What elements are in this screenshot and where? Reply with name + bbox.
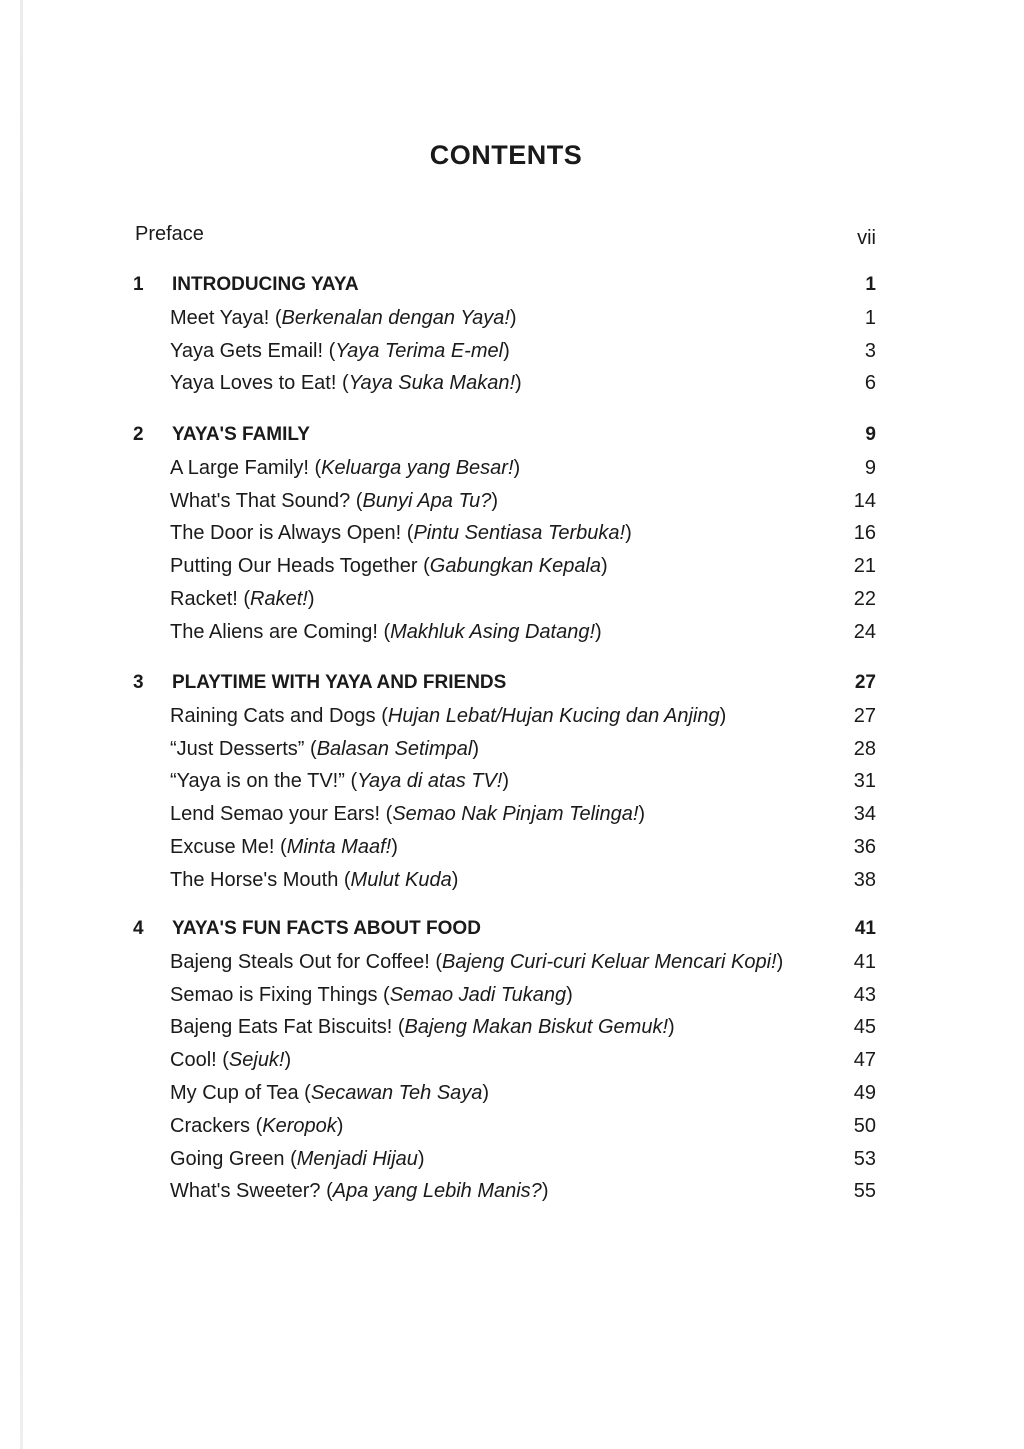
chapter-number: 1 [133,274,144,295]
toc-entry-title: What's Sweeter? ( [170,1180,333,1203]
toc-entry-malay-title: Mulut Kuda [350,868,452,891]
toc-entry-page-number: 3 [864,339,876,362]
toc-entry-close-paren: ) [638,803,646,826]
toc-entry-close-paren: ) [491,489,499,512]
chapter-page-number: 9 [865,424,876,445]
toc-entry-malay-title: Apa yang Lebih Manis? [332,1180,542,1203]
toc-entry[interactable] [170,486,498,516]
chapter-title[interactable]: YAYA'S FAMILY [172,424,310,445]
toc-entry-page-number: 49 [853,1082,876,1104]
toc-entry-malay-title: Yaya Terima E-mel [335,339,504,362]
toc-entry-page-number: 31 [853,770,876,793]
toc-entry[interactable] [170,1012,675,1042]
toc-entry-title: Meet Yaya! ( [170,306,282,329]
toc-entry-close-paren: ) [541,1180,549,1203]
toc-entry-close-paren: ) [417,1147,425,1170]
toc-entry-malay-title: Semao Nak Pinjam Telinga! [392,803,639,826]
chapter-title[interactable]: PLAYTIME WITH YAYA AND FRIENDS [172,672,507,693]
toc-entry-title: Raining Cats and Dogs ( [170,704,388,727]
toc-entry-title: My Cup of Tea ( [170,1082,311,1104]
toc-entry-malay-title: Balasan Setimpal [316,737,473,760]
toc-entry-title: “Yaya is on the TV!” ( [170,770,358,793]
toc-entry-malay-title: Keluarga yang Besar! [321,456,514,479]
toc-entry-title: Bajeng Steals Out for Coffee! ( [170,950,443,973]
toc-entry-page-number: 21 [853,555,876,578]
chapter-title[interactable]: YAYA'S FUN FACTS ABOUT FOOD [172,918,481,939]
page-spine-shadow [20,0,23,1449]
toc-entry-close-paren: ) [509,306,517,329]
toc-entry[interactable] [170,701,726,731]
chapter-page-number: 27 [854,672,876,693]
toc-entry-malay-title: Raket! [250,588,308,610]
toc-entry-title: A Large Family! ( [170,456,322,479]
toc-entry[interactable] [170,832,398,862]
toc-entry-close-paren: ) [601,555,608,578]
toc-entry[interactable] [170,584,315,614]
toc-entry-malay-title: Secawan Teh Saya [310,1082,483,1104]
toc-entry-title: Yaya Loves to Eat! ( [170,372,349,395]
toc-entry-page-number: 36 [853,836,876,858]
toc-entry-page-number: 38 [853,868,876,891]
toc-entry-close-paren: ) [284,1049,292,1072]
toc-entry-malay-title: Menjadi Hijau [296,1147,418,1170]
toc-entry-title: The Door is Always Open! ( [170,522,414,545]
toc-entry[interactable] [170,947,783,977]
toc-entry-page-number: 9 [864,456,876,479]
toc-entry-malay-title: Minta Maaf! [286,836,392,858]
toc-entry-title: The Aliens are Coming! ( [170,620,391,643]
toc-entry[interactable] [170,303,517,333]
toc-entry[interactable] [170,1176,548,1206]
toc-entry-page-number: 16 [853,522,876,545]
toc-entry-close-paren: ) [503,339,510,362]
toc-entry[interactable] [170,453,520,483]
toc-entry-close-paren: ) [307,588,315,610]
toc-entry-title: Excuse Me! ( [170,836,287,858]
toc-entry-title: What's That Sound? ( [170,489,363,512]
toc-entry-title: Putting Our Heads Together ( [170,555,430,578]
toc-entry-page-number: 47 [853,1049,876,1072]
toc-entry-malay-title: Yaya di atas TV! [357,770,503,793]
toc-entry-close-paren: ) [668,1016,675,1039]
toc-entry-malay-title: Hujan Lebat/Hujan Kucing dan Anjing [387,704,720,727]
chapter-page-number: 1 [865,274,876,295]
toc-entry-page-number: 45 [853,1016,876,1039]
toc-entry-page-number: 1 [864,306,876,329]
toc-entry[interactable] [170,865,458,895]
preface-label[interactable]: Preface [135,223,204,245]
toc-entry-title: Cool! ( [170,1049,229,1072]
toc-entry-title: Racket! ( [170,588,251,610]
toc-entry-malay-title: Bunyi Apa Tu? [362,489,492,512]
toc-entry[interactable] [170,336,510,366]
toc-entry-close-paren: ) [482,1082,490,1104]
toc-entry-title: Going Green ( [170,1147,297,1170]
toc-entry-close-paren: ) [566,983,573,1006]
toc-entry[interactable] [170,980,573,1010]
toc-entry[interactable] [170,1144,425,1174]
toc-entry-title: Crackers ( [170,1114,263,1137]
toc-entry-close-paren: ) [595,620,602,643]
toc-entry[interactable] [170,1045,291,1075]
toc-entry-title: Bajeng Eats Fat Biscuits! ( [170,1016,405,1039]
toc-entry-malay-title: Keropok [262,1114,337,1137]
toc-entry-malay-title: Bajeng Curi-curi Keluar Mencari Kopi! [442,950,777,973]
toc-entry-page-number: 28 [853,737,876,760]
toc-entry[interactable] [170,799,645,829]
toc-entry-page-number: 55 [853,1180,876,1203]
toc-entry-page-number: 41 [853,950,876,973]
toc-entry-malay-title: Sejuk! [228,1049,285,1072]
toc-entry-close-paren: ) [719,704,727,727]
toc-entry[interactable] [170,766,509,796]
chapter-page-number: 41 [854,918,876,939]
toc-entry-close-paren: ) [451,868,459,891]
toc-entry-page-number: 34 [853,803,876,826]
toc-entry-page-number: 50 [853,1114,876,1137]
toc-entry-title: Semao is Fixing Things ( [170,983,390,1006]
toc-entry-title: Yaya Gets Email! ( [170,339,336,362]
toc-entry-malay-title: Semao Jadi Tukang [389,983,567,1006]
toc-entry-close-paren: ) [513,456,521,479]
toc-entry-page-number: 14 [853,489,876,512]
toc-entry-malay-title: Yaya Suka Makan! [348,372,516,395]
chapter-number: 2 [133,424,144,445]
toc-entry-close-paren: ) [472,737,480,760]
toc-entry[interactable] [170,551,608,581]
toc-entry-malay-title: Gabungkan Kepala [429,555,602,578]
toc-entry-page-number: 6 [864,372,876,395]
toc-entry-page-number: 24 [853,620,876,643]
toc-entry[interactable] [170,1111,343,1141]
page-title: CONTENTS [429,140,583,170]
toc-entry-malay-title: Pintu Sentiasa Terbuka! [413,522,626,545]
toc-entry-close-paren: ) [336,1114,344,1137]
toc-entry-title: Lend Semao your Ears! ( [170,803,393,826]
toc-entry[interactable] [170,734,479,764]
toc-entry-page-number: 22 [853,588,876,610]
toc-entry-malay-title: Berkenalan dengan Yaya! [281,306,510,329]
toc-entry-close-paren: ) [515,372,522,395]
toc-entry-close-paren: ) [776,950,784,973]
toc-entry-close-paren: ) [502,770,510,793]
toc-entry-malay-title: Makhluk Asing Datang! [390,620,596,643]
preface-page: vii [857,227,876,249]
chapter-number: 3 [133,672,144,693]
toc-entry[interactable] [170,518,632,548]
toc-entry-page-number: 53 [853,1147,876,1170]
chapter-number: 4 [133,918,144,939]
toc-entry-page-number: 43 [853,983,876,1006]
chapter-title[interactable]: INTRODUCING YAYA [172,274,359,295]
toc-entry[interactable] [170,368,522,398]
toc-entry-close-paren: ) [625,522,632,545]
toc-entry[interactable] [170,617,602,647]
toc-entry-malay-title: Bajeng Makan Biskut Gemuk! [404,1016,669,1039]
toc-entry-close-paren: ) [391,836,398,858]
toc-entry-page-number: 27 [853,704,876,727]
toc-entry[interactable] [170,1078,489,1108]
toc-entry-title: The Horse's Mouth ( [170,868,351,891]
toc-entry-title: “Just Desserts” ( [170,737,317,760]
